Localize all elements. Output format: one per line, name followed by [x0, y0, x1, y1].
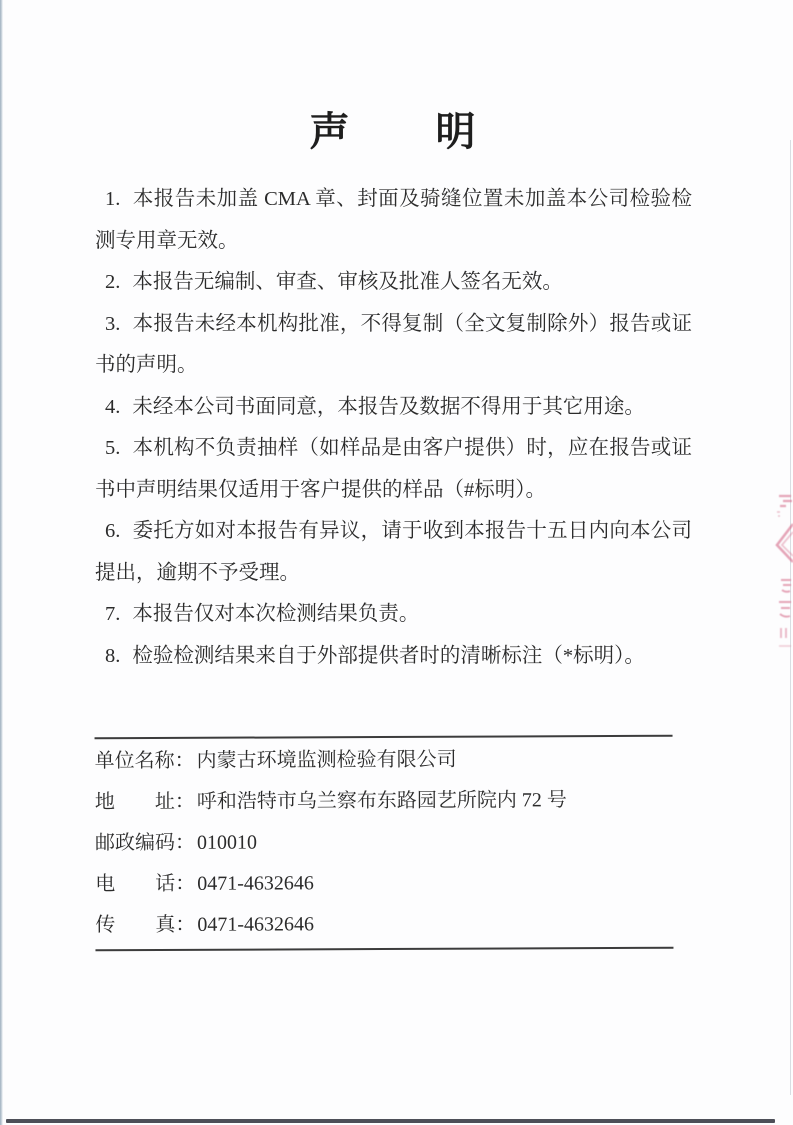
- declaration-item-5: [95, 428, 692, 511]
- contact-label: 传 真：: [95, 913, 196, 937]
- declaration-item-3: [95, 304, 692, 387]
- item-text: 本报告仅对本次检测结果负责。: [132, 603, 420, 625]
- scan-edge-left: [0, 0, 3, 1125]
- declaration-item-7: [95, 594, 692, 636]
- item-text: 委托方如对本报告有异议，请于收到本报告十五日内向本公司提出，逾期不予受理。: [95, 520, 692, 584]
- item-text: 检验检测结果来自于外部提供者时的清晰标注（*标明）。: [132, 644, 645, 667]
- contact-label: 地 址：: [94, 790, 195, 814]
- contact-label: 电 话：: [95, 872, 196, 896]
- contact-row-zipcode: [95, 821, 673, 865]
- contact-value: 0471-4632646: [197, 872, 314, 895]
- item-number: 7.: [105, 603, 121, 625]
- declaration-item-1: [95, 179, 692, 262]
- contact-row-phone: [95, 862, 673, 906]
- page-title: 声 明: [309, 109, 478, 154]
- item-text: 本报告未经本机构批准，不得复制（全文复制除外）报告或证书的声明。: [95, 312, 692, 376]
- item-number: 6.: [105, 520, 121, 542]
- declaration-list: [95, 179, 692, 677]
- contact-label: 单位名称：: [94, 749, 195, 773]
- declaration-item-6: [95, 511, 692, 594]
- contact-value: 内蒙古环境监测检验有限公司: [196, 748, 457, 772]
- declaration-item-8: [95, 636, 692, 678]
- declaration-item-4: [95, 387, 692, 429]
- contact-row-fax: [95, 903, 673, 947]
- item-text: 未经本公司书面同意，本报告及数据不得用于其它用途。: [132, 395, 645, 418]
- item-text: 本报告无编制、审查、审核及批准人签名无效。: [132, 271, 563, 293]
- item-number: 2.: [105, 271, 121, 293]
- item-text: 本报告未加盖 CMA 章、封面及骑缝位置未加盖本公司检验检测专用章无效。: [95, 188, 692, 252]
- declaration-item-2: [95, 262, 692, 304]
- contact-row-address: [95, 780, 673, 824]
- item-number: 4.: [105, 395, 121, 418]
- scan-edge-bottom: [6, 1119, 775, 1123]
- contact-value: 010010: [196, 831, 258, 854]
- red-seal-fragment-icon: [769, 488, 793, 668]
- contact-value: 0471-4632646: [197, 913, 315, 936]
- item-text: 本机构不负责抽样（如样品是由客户提供）时，应在报告或证书中声明结果仅适用于客户提供的样品（#标明）。: [95, 437, 692, 501]
- item-number: 3.: [105, 312, 121, 335]
- contact-info-block: [95, 735, 674, 952]
- contact-value: 呼和浩特市乌兰察布东路园艺所院内 72 号: [196, 789, 567, 813]
- item-number: 5.: [105, 437, 121, 459]
- contact-label: 邮政编码：: [94, 831, 196, 855]
- item-number: 1.: [105, 188, 121, 210]
- item-number: 8.: [105, 644, 121, 667]
- contact-row-company: [95, 739, 673, 783]
